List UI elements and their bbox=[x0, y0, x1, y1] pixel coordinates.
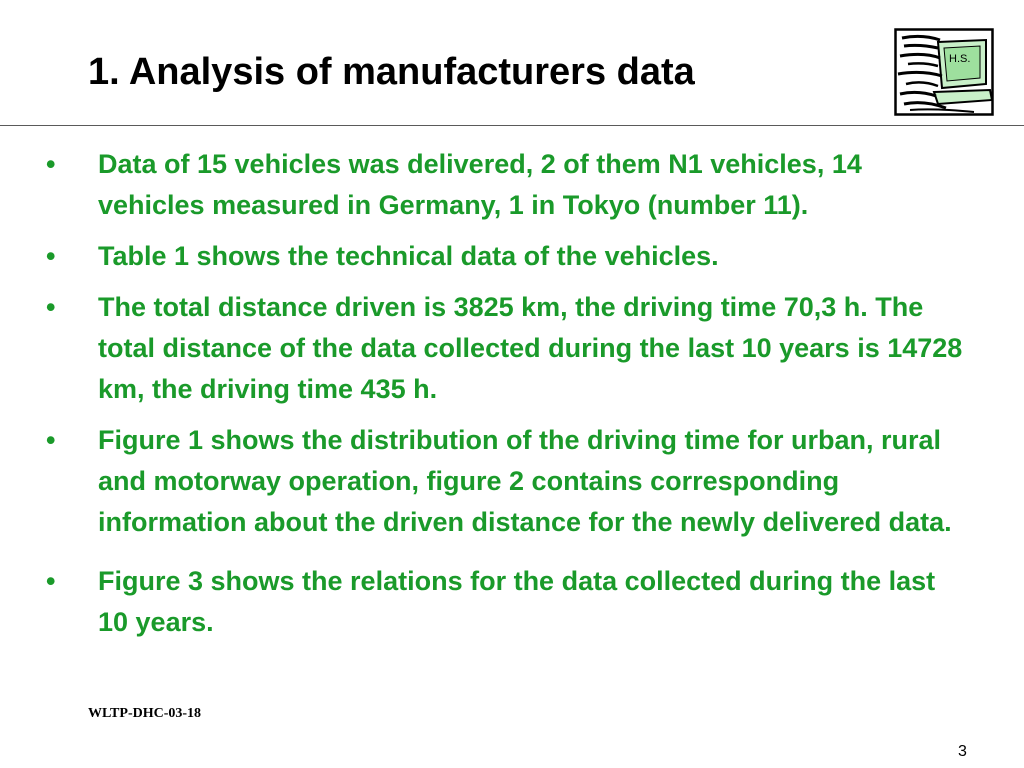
bullet-marker: • bbox=[46, 149, 56, 179]
slide-title: 1. Analysis of manufacturers data bbox=[88, 51, 695, 93]
logo-text: H.S. bbox=[949, 53, 971, 65]
bullet-text: Figure 3 shows the relations for the data collected during the last 10 years. bbox=[98, 566, 936, 637]
bullet-marker: • bbox=[46, 292, 56, 322]
bullet-list bbox=[0, 144, 1024, 653]
bullet-text: The total distance driven is 3825 km, the driving time 70,3 h. The total distance of the data collected during the last 10 years is 14728 km, the driving time 435 h. bbox=[98, 292, 963, 404]
bullet-marker: • bbox=[46, 566, 56, 596]
bullet-item-table bbox=[0, 236, 968, 277]
hs-computer-logo-icon bbox=[894, 28, 994, 116]
bullet-marker: • bbox=[46, 425, 56, 455]
document-code: WLTP-DHC-03-18 bbox=[88, 706, 202, 721]
bullet-text: Figure 1 shows the distribution of the driving time for urban, rural and motorway operation, figure 2 contains corresponding information about the driven distance for the newly delivered data. bbox=[98, 425, 952, 537]
bullet-text: Data of 15 vehicles was delivered, 2 of them N1 vehicles, 14 vehicles measured in Germany, 1 in Tokyo (number 11). bbox=[98, 149, 862, 220]
bullet-marker: • bbox=[46, 241, 56, 271]
bullet-item-figure-3 bbox=[0, 561, 968, 643]
page-number: 3 bbox=[958, 743, 967, 760]
bullet-item-vehicles bbox=[0, 144, 968, 226]
bullet-item-distance bbox=[0, 287, 968, 410]
title-divider bbox=[0, 125, 1024, 126]
bullet-item-figure-1 bbox=[0, 420, 968, 543]
bullet-text: Table 1 shows the technical data of the vehicles. bbox=[98, 241, 719, 271]
